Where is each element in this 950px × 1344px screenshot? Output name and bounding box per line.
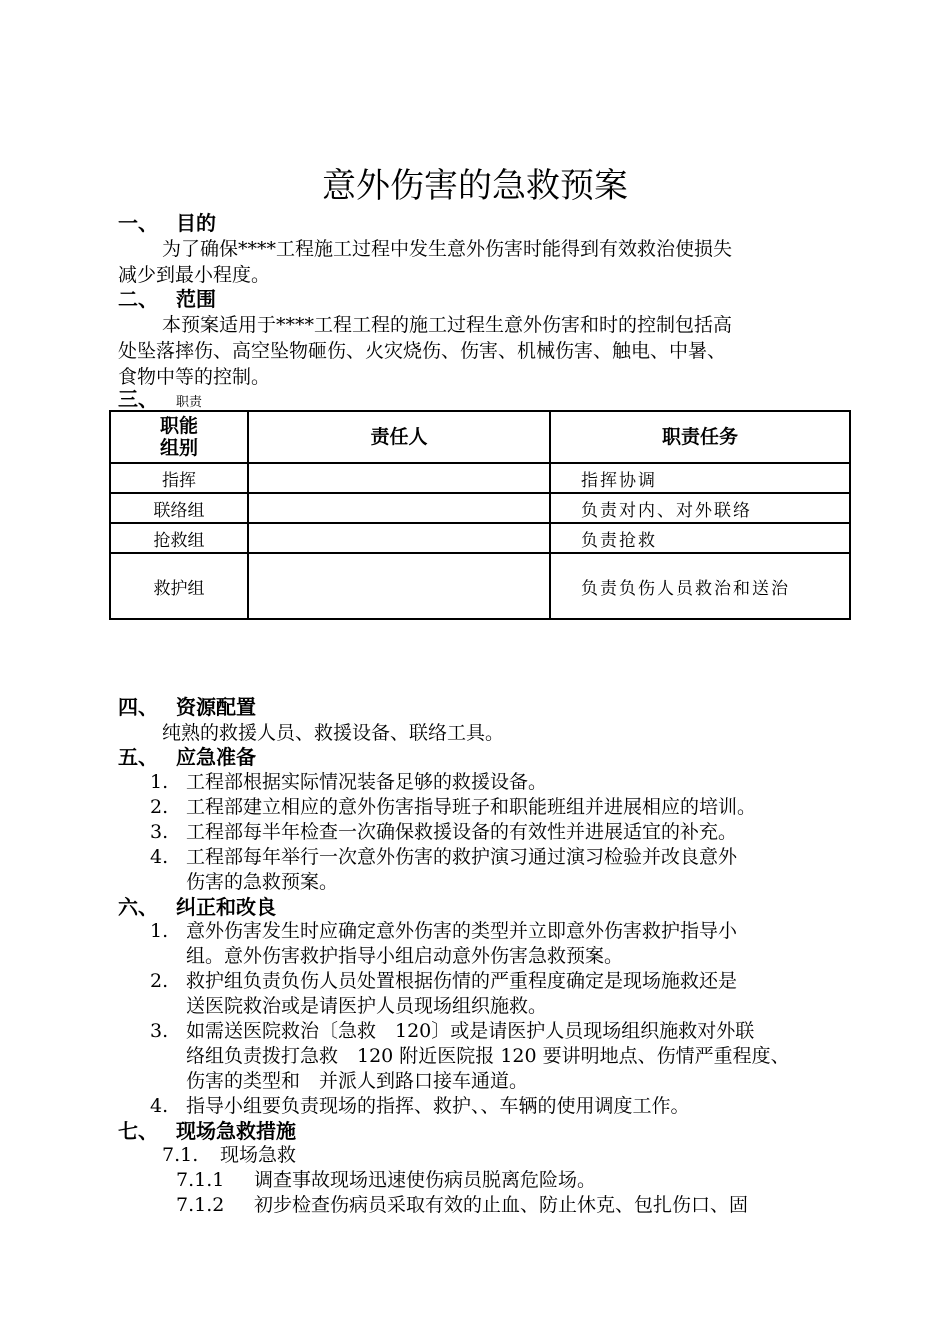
paragraph-line: 处坠落摔伤、高空坠物砸伤、火灾烧伤、伤害、机械伤害、触电、中暑、 [118,340,727,362]
subsection-number: 7.1. [162,1144,199,1166]
correction-list [150,919,870,1119]
cell-person [248,493,550,523]
section-heading [118,286,858,312]
section-heading [118,1118,858,1144]
table-row [110,553,850,619]
list-text: 如需送医院救治〔急救 120〕或是请医护人员现场组织施救对外联 [186,1020,755,1042]
section-number: 七、 [118,1119,158,1143]
paragraph-line: 纯熟的救援人员、救援设备、联络工具。 [162,722,505,744]
list-number: 1. [150,920,169,942]
section-title: 资源配置 [176,695,256,719]
list-item [150,770,870,795]
section-purpose [118,210,858,288]
preparation-list [150,770,870,895]
list-text: 意外伤害发生时应确定意外伤害的类型并立即意外伤害救护指导小 [186,920,738,942]
paragraph-line: 为了确保****工程施工过程中发生意外伤害时能得到有效救治使损失 [162,238,733,260]
section-first-aid [118,1118,858,1144]
list-item [150,1019,870,1094]
subsection-number: 7.1.1 [176,1169,225,1191]
section-heading [118,210,858,236]
section-scope [118,286,858,390]
subsection-item [176,1168,596,1193]
section-title: 现场急救措施 [176,1119,296,1143]
list-item [150,795,870,820]
list-text: 工程部根据实际情况装备足够的救援设备。 [186,771,548,793]
section-heading [118,744,858,770]
section-title: 应急准备 [176,745,256,769]
section-number: 三、 [118,387,158,411]
section-number: 五、 [118,745,158,769]
table-row [110,463,850,493]
subsection-text: 初步检查伤病员采取有效的止血、防止休克、包扎伤口、固 [254,1194,749,1216]
list-number: 3. [150,1020,169,1042]
cell-task: 指挥协调 [550,463,850,493]
subsection-title: 现场急救 [220,1144,297,1166]
section-preparation [118,744,858,770]
list-item [150,969,870,1019]
table-row [110,523,850,553]
list-text: 伤害的类型和 并派人到路口接车通道。 [186,1070,529,1092]
list-number: 3. [150,821,169,843]
section-title: 范围 [176,287,216,311]
list-number: 2. [150,796,169,818]
cell-task: 负责抢救 [550,523,850,553]
section-title: 目的 [176,211,216,235]
cell-task: 负责负伤人员救治和送治 [550,553,850,619]
list-text: 络组负责拨打急救 120 附近医院报 120 要讲明地点、伤情严重程度、 [186,1045,790,1067]
cell-task: 负责对内、对外联络 [550,493,850,523]
list-number: 1. [150,771,169,793]
list-number: 2. [150,970,169,992]
list-item [150,919,870,969]
section-resources [118,694,858,746]
section-title: 职责 [176,395,203,410]
list-text: 伤害的急救预案。 [186,871,339,893]
header-line: 职能 [159,415,198,437]
subsection-text: 调查事故现场迅速使伤病员脱离危险场。 [254,1169,597,1191]
cell-group: 救护组 [110,553,248,619]
subsection-item [176,1193,748,1218]
list-text: 送医院救治或是请医护人员现场组织施救。 [186,995,548,1017]
cell-person [248,523,550,553]
table-row [110,493,850,523]
list-text: 工程部每年举行一次意外伤害的救护演习通过演习检验并改良意外 [186,846,738,868]
section-number: 二、 [118,287,158,311]
column-header-group [110,411,248,463]
cell-group: 抢救组 [110,523,248,553]
list-text: 指导小组要负责现场的指挥、救护、、车辆的使用调度工作。 [186,1095,690,1117]
subsection-number: 7.1.2 [176,1194,225,1216]
paragraph-line: 食物中等的控制。 [118,366,271,388]
list-text: 工程部建立相应的意外伤害指导班子和职能班组并进展相应的培训。 [186,796,757,818]
list-text: 救护组负责负伤人员处置根据伤情的严重程度确定是现场施救还是 [186,970,738,992]
column-header-person: 责任人 [248,411,550,463]
page-title: 意外伤害的急救预案 [322,166,628,206]
header-line: 组别 [159,437,198,459]
cell-person [248,463,550,493]
paragraph [118,312,858,390]
list-text: 工程部每半年检查一次确保救援设备的有效性并进展适宜的补充。 [186,821,738,843]
paragraph-line: 本预案适用于****工程工程的施工过程生意外伤害和时的控制包括高 [162,314,733,336]
list-text: 组。意外伤害救护指导小组启动意外伤害急救预案。 [186,945,624,967]
subsection-heading [162,1143,296,1168]
column-header-task: 职责任务 [550,411,850,463]
section-heading [118,694,858,720]
section-number: 六、 [118,895,158,919]
responsibility-table [109,410,851,620]
paragraph [118,236,858,288]
list-item [150,820,870,845]
section-correction [118,894,858,920]
section-number: 四、 [118,695,158,719]
cell-group: 指挥 [110,463,248,493]
cell-group: 联络组 [110,493,248,523]
section-title: 纠正和改良 [176,895,276,919]
cell-person [248,553,550,619]
list-item [150,1094,870,1119]
list-item [150,845,870,895]
list-number: 4. [150,1095,169,1117]
table-header-row [110,411,850,463]
paragraph [118,720,858,746]
list-number: 4. [150,846,169,868]
paragraph-line: 减少到最小程度。 [118,264,271,286]
section-number: 一、 [118,211,158,235]
section-heading [118,894,858,920]
